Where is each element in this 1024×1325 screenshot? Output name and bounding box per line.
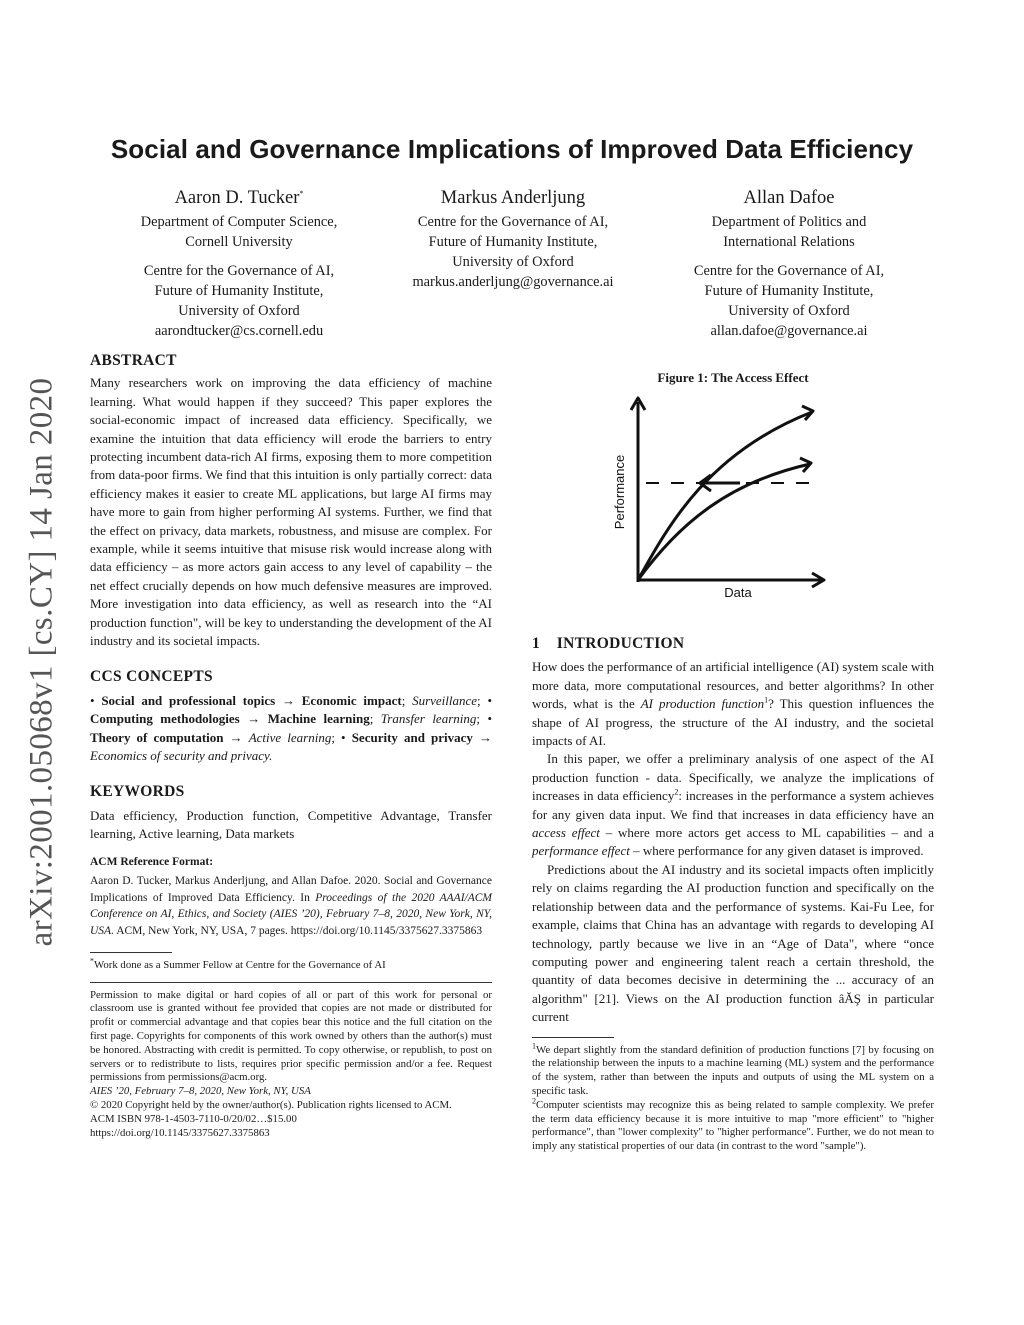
intro-paragraph-3: Predictions about the AI industry and its societal impacts often implicitly rely on claims regarding the AI production function and specifically on the relationship between data and the performance of systems. Kai-Fu Lee, for example, claims that China has an advantage with regards to developing AI technology, partly because we live in an “Age of Data", where “once computing power and engineering talent reach a certain threshold, the quantity of data becomes decisive in determining the ... accuracy of an algorithm" [21]. Views on the AI production function âĂŞ in particular current (532, 861, 934, 1025)
footnote-mark: * (299, 188, 304, 198)
permission-rule (90, 982, 492, 983)
author-email[interactable]: aarondtucker@cs.cornell.edu (154, 323, 324, 339)
ccs-heading: CCS CONCEPTS (90, 667, 213, 685)
author-name: Allan Dafoe (743, 188, 835, 208)
author-block-3 (658, 186, 920, 341)
permission-block (90, 989, 492, 1141)
y-axis-label: Performance (612, 454, 627, 530)
permission-venue: AIES ’20, February 7–8, 2020, New York, NY, USA (90, 1085, 311, 1098)
affiliation-line: Centre for the Governance of AI, (417, 214, 609, 230)
intro-heading: 1 INTRODUCTION (532, 635, 685, 652)
permission-isbn: ACM ISBN 978-1-4503-7110-0/20/02…$15.00 (90, 1112, 297, 1125)
permission-doi[interactable]: https://doi.org/10.1145/3375627.3375863 (90, 1126, 270, 1139)
abstract-heading: ABSTRACT (90, 352, 177, 369)
author-name: Aaron D. Tucker* (174, 188, 304, 208)
author-email[interactable]: allan.dafoe@governance.ai (710, 323, 868, 339)
left-column (90, 352, 492, 1140)
footnote-1: $^1$We depart slightly from the standard definition of production functions [7] by focusing on the relationship between the inputs to a machine learning (ML) system and the performance of the system, rather than between the inputs and outputs of using the ML system on a specific task. (532, 1040, 934, 1097)
footnotes-right (532, 1040, 934, 1154)
permission-copyright: © 2020 Copyright held by the owner/author(s). Publication rights licensed to ACM. (90, 1098, 452, 1111)
author-block-1 (108, 186, 370, 341)
permission-text: Permission to make digital or hard copies of all or part of this work for personal or classroom use is granted without fee provided that copies are not made or distributed for profit or commercial advantage and that copies bear this notice and the full citation on the first page. Copyrights for components of this work owned by others than the author(s) must be honored. Abstracting with credit is permitted. To copy otherwise, or republish, to post on servers or to redistribute to lists, requires prior specific permission and/or a fee. Request permissions from permissions@acm.org. (90, 988, 492, 1084)
acm-ref-text: Aaron D. Tucker, Markus Anderljung, and Allan Dafoe. 2020. Social and Governance Implications of Improved Data Efficiency. In Proceedings of the 2020 AAAI/ACM Conference on AI, Ethics, and Society (AIES ’20), February 7–8, 2020, New York, NY, USA. ACM, New York, NY, USA, 7 pages. https://doi.org/10.1145/3375627.3375863 (90, 875, 492, 937)
access-effect-figure (600, 392, 840, 604)
affiliation-line: Future of Humanity Institute, (704, 283, 874, 299)
figure-caption: Figure 1: The Access Effect (657, 370, 809, 385)
curve-low-efficiency (638, 464, 810, 580)
footnote-star: *Work done as a Summer Fellow at Centre for the Governance of AI (90, 955, 386, 971)
affiliation-line: Cornell University (185, 234, 293, 250)
intro-paragraph-2: In this paper, we offer a preliminary analysis of one aspect of the AI production function - data. Specifically, we analyze the implications of increases in data efficiency$^2$: increases in the performance a system achieves for any given data input. We find that increases in data efficiency have an access effect – where more actors get access to ML capabilities – and a performance effect – where performance for any given dataset is improved. (532, 751, 934, 859)
right-column (532, 635, 934, 1154)
keywords-text: Data efficiency, Production function, Competitive Advantage, Transfer learning, Active learning, Data markets (90, 807, 492, 842)
affiliation-line: University of Oxford (728, 303, 850, 319)
affiliation-line: University of Oxford (452, 254, 574, 270)
intro-paragraph-1: How does the performance of an artificial intelligence (AI) system scale with more data, more computational resources, and better algorithms? In other words, what is the AI production function$^1$? This question influences the shape of AI progress, the structure of the AI industry, and the societal impacts of AI. (532, 659, 934, 749)
affiliation-line: International Relations (723, 234, 855, 250)
x-axis-label: Data (724, 585, 752, 600)
affiliation-line: Centre for the Governance of AI, (143, 263, 335, 279)
affiliation-line: Future of Humanity Institute, (154, 283, 324, 299)
footnote-2: $^2$Computer scientists may recognize this as being related to sample complexity. We prefer the term data efficiency because it is more intuitive to map "more efficient" to "higher performance", than "lower complexity" to "higher performance". Further, we do not mean to imply any statistical properties of our data (in contrast to the word "sample"). (532, 1096, 934, 1153)
affiliation-line: Future of Humanity Institute, (428, 234, 598, 250)
author-block-2 (380, 186, 646, 292)
author-name: Markus Anderljung (440, 188, 586, 208)
footnote-rule (532, 1037, 614, 1038)
affiliation-line: Centre for the Governance of AI, (693, 263, 885, 279)
acm-ref-heading: ACM Reference Format: (90, 855, 214, 868)
paper-title: Social and Governance Implications of Improved Data Efficiency (110, 134, 914, 164)
affiliation-line: University of Oxford (178, 303, 300, 319)
ccs-concepts: • Social and professional topics → Economic impact; Surveillance; • Computing methodologies → Machine learning; Transfer learning; • Theory of computation → Active learning; • Security and privacy → Economics of security and privacy. (90, 692, 493, 764)
author-email[interactable]: markus.anderljung@governance.ai (412, 274, 614, 290)
keywords-heading: KEYWORDS (90, 782, 185, 800)
affiliation-line: Department of Politics and (711, 214, 867, 230)
affiliation-line: Department of Computer Science, (140, 214, 338, 230)
footnote-rule (90, 952, 172, 953)
abstract-text: Many researchers work on improving the data efficiency of machine learning. What would happen if they succeed? This paper explores the social-economic impact of increased data efficiency. Specifically, we examine the intuition that data efficiency will erode the barriers to entry protecting incumbent data-rich AI firms, exposing them to more competition from data-poor firms. We find that this intuition is only partially correct: data efficiency makes it easier to create ML applications, but large AI firms may have more to gain from higher performing AI systems. Further, we find that the effect on privacy, data markets, robustness, and misuse are complex. For example, while it seems intuitive that misuse risk would increase along with data efficiency – as more actors gain access to any level of capability – the net effect crucially depends on how much defensive measures are improved. More investigation into data efficiency, as well as research into the “AI production function", will be key to understanding the development of the AI industry and its societal impacts. (90, 375, 492, 649)
